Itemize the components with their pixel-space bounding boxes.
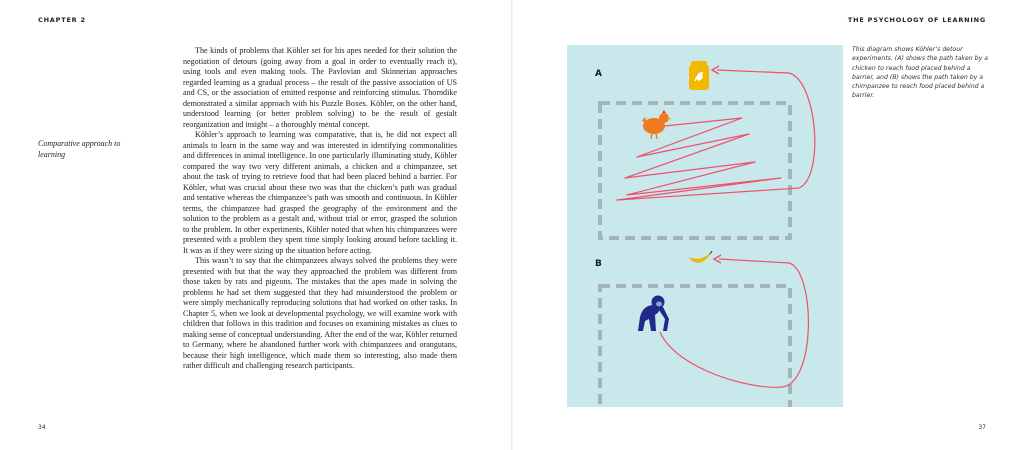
chimpanzee-path xyxy=(660,259,808,387)
gutter xyxy=(511,0,513,450)
detour-diagram xyxy=(567,45,843,407)
paragraph-1: The kinds of problems that Köhler set for his apes needed for their solution the negotiation of detours (going away from a goal in order to eventually reach it), using tools and even making tools. The Pavlovian and Skinnerian approaches regarded learning as a gradual process – the result of the passive association of US and CS, or the association of emitted response and reinforcing stimulus. Thorndike demonstrated a similar approach with his Puzzle Boxes. Köhler, on the other hand, understood learning (or better problem solving) to be the result of gestalt reorganization and insight – a thoroughly mental concept. xyxy=(183,46,457,129)
chicken-icon xyxy=(642,110,672,139)
paragraph-2: Köhler’s approach to learning was comparative, that is, he did not expect all animals to learn in the same way and was interested in identifying commonalities and differences in animal intelligence. In one particularly illuminating study, Köhler compared the way two very different animals, a chicken and a chimpanzee, set about the task of trying to retrieve food that had been placed behind a barrier. For Köhler, what was crucial about these two was that the chicken’s path was gradual and tentative whereas the chimpanzee’s path was smooth and continuous. In Köhler terms, the chimpanzee had grasped the geography of the environment and the solution to the problem as a gestalt and, without trial or error, grasped the solution to the problem. In other experiments, Köhler noted that when his chimpanzees were presented with a problem they spent time simply looking around before tackling it. It was as if they were sizing up the situation before acting. xyxy=(183,130,457,255)
panel-b-label: B xyxy=(595,259,602,269)
diagram-caption: This diagram shows Köhler’s detour experiments. (A) shows the path taken by a chicken to reach food placed behind a barrier, and (B) shows the path taken by a chimpanzee to reach food placed behind a barrier. xyxy=(852,46,989,100)
paragraph-3: This wasn’t to say that the chimpanzees always solved the problems they were presented with but that the way they approached the problem was different from those taken by rats and pigeons. The mistakes that the apes made in solving the problems he had set them suggested that they had misunderstood the problem or were simply mechanically reproducing solutions that had worked on other tasks. In Chapter 5, when we look at developmental psychology, we will examine work with children that follows in this tradition and focuses on examining mistakes as clues to making sense of conceptual understanding. After the end of the war, Köhler returned to Germany, where he abandoned further work with chimpanzees and orangutans, because their high intelligence, which made them so interesting, also made them rather difficult and challenging research participants. xyxy=(183,256,457,370)
banana-icon xyxy=(690,251,712,262)
detour-diagram-svg xyxy=(567,45,843,407)
body-text xyxy=(183,46,457,372)
margin-note: Comparative approach to learning xyxy=(38,139,121,159)
running-head-right: THE PSYCHOLOGY OF LEARNING xyxy=(847,16,986,24)
page-number-right: 37 xyxy=(978,424,986,431)
barrier-b xyxy=(600,286,790,407)
chicken-path xyxy=(617,70,815,200)
page-number-left: 34 xyxy=(38,424,46,431)
chimpanzee-icon xyxy=(638,296,669,332)
food-bag-icon xyxy=(689,61,709,90)
running-head-left: CHAPTER 2 xyxy=(38,16,86,24)
panel-a-label: A xyxy=(595,69,602,79)
